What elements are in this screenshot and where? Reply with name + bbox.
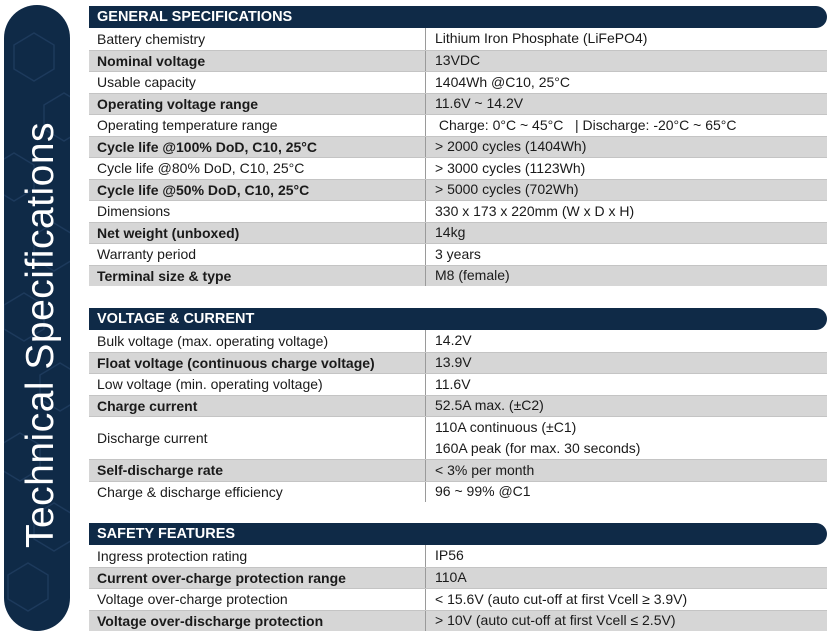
spec-row [89,610,827,632]
sidebar-banner [4,5,70,631]
spec-row [89,157,827,179]
spec-label: Charge current [89,396,426,417]
spec-row [89,481,827,503]
spec-row [89,200,827,222]
spec-row [89,71,827,93]
spec-row [89,114,827,136]
spec-value: 11.6V [435,375,471,392]
safety-features-section [89,523,827,631]
spec-label: Operating temperature range [89,115,426,136]
spec-row [89,588,827,610]
spec-label: Low voltage (min. operating voltage) [89,374,426,395]
spec-value: 14kg [435,224,466,241]
spec-label: Nominal voltage [89,51,426,72]
spec-row [89,222,827,244]
spec-label: Bulk voltage (max. operating voltage) [89,330,426,352]
spec-value: > 3000 cycles (1123Wh) [435,159,586,176]
spec-row [89,459,827,481]
spec-row [89,395,827,417]
spec-row [89,265,827,287]
spec-label: Ingress protection rating [89,545,426,567]
section-header: VOLTAGE & CURRENT [89,308,827,330]
spec-value: 13.9V [435,354,472,371]
spec-value: 52.5A max. (±C2) [435,397,544,414]
spec-row [89,243,827,265]
section-header: GENERAL SPECIFICATIONS [89,6,827,28]
spec-value: 13VDC [435,52,481,69]
spec-label: Terminal size & type [89,266,426,287]
spec-value: 110A continuous (±C1) 160A peak (for max. 30 seconds) [435,419,641,456]
spec-label: Operating voltage range [89,94,426,115]
spec-label: Discharge current [89,417,426,459]
sidebar-title: Technical Specifications [19,121,62,549]
spec-label: Net weight (unboxed) [89,223,426,244]
spec-row [89,28,827,50]
spec-label: Voltage over-charge protection [89,589,426,610]
spec-label: Self-discharge rate [89,460,426,481]
spec-value: 110A [435,569,467,586]
spec-row [89,567,827,589]
spec-value: > 2000 cycles (1404Wh) [435,138,587,155]
spec-row [89,352,827,374]
spec-value: M8 (female) [435,267,510,284]
spec-row [89,330,827,352]
spec-value: > 5000 cycles (702Wh) [435,181,579,198]
spec-row [89,373,827,395]
spec-value: IP56 [435,547,464,564]
spec-value: < 15.6V (auto cut-off at first Vcell ≥ 3.9V) [435,590,688,607]
spec-value: < 3% per month [435,461,535,478]
spec-label: Cycle life @80% DoD, C10, 25°C [89,158,426,179]
spec-value: 11.6V ~ 14.2V [435,95,524,112]
voltage-current-section [89,308,827,502]
spec-row [89,545,827,567]
spec-label: Usable capacity [89,72,426,93]
spec-value: Lithium Iron Phosphate (LiFePO4) [435,30,648,47]
spec-label: Current over-charge protection range [89,568,426,589]
spec-label: Dimensions [89,201,426,222]
spec-value: 3 years [435,245,481,262]
spec-value: > 10V (auto cut-off at first Vcell ≤ 2.5V) [435,612,676,629]
spec-label: Float voltage (continuous charge voltage) [89,353,426,374]
spec-value: Charge: 0°C ~ 45°C | Discharge: -20°C ~ 65°C [435,116,737,133]
spec-label: Cycle life @100% DoD, C10, 25°C [89,137,426,158]
spec-value: 1404Wh @C10, 25°C [435,73,570,90]
general-specifications-section [89,6,827,286]
spec-value: 330 x 173 x 220mm (W x D x H) [435,202,635,219]
spec-label: Cycle life @50% DoD, C10, 25°C [89,180,426,201]
spec-label: Warranty period [89,244,426,265]
section-header: SAFETY FEATURES [89,523,827,545]
spec-row [89,416,827,459]
spec-row [89,50,827,72]
spec-label: Charge & discharge efficiency [89,482,426,503]
spec-value: 14.2V [435,332,472,349]
spec-label: Voltage over-discharge protection [89,611,426,632]
spec-label: Battery chemistry [89,28,426,50]
spec-row [89,136,827,158]
spec-row [89,179,827,201]
spec-value: 96 ~ 99% @C1 [435,483,531,500]
spec-row [89,93,827,115]
